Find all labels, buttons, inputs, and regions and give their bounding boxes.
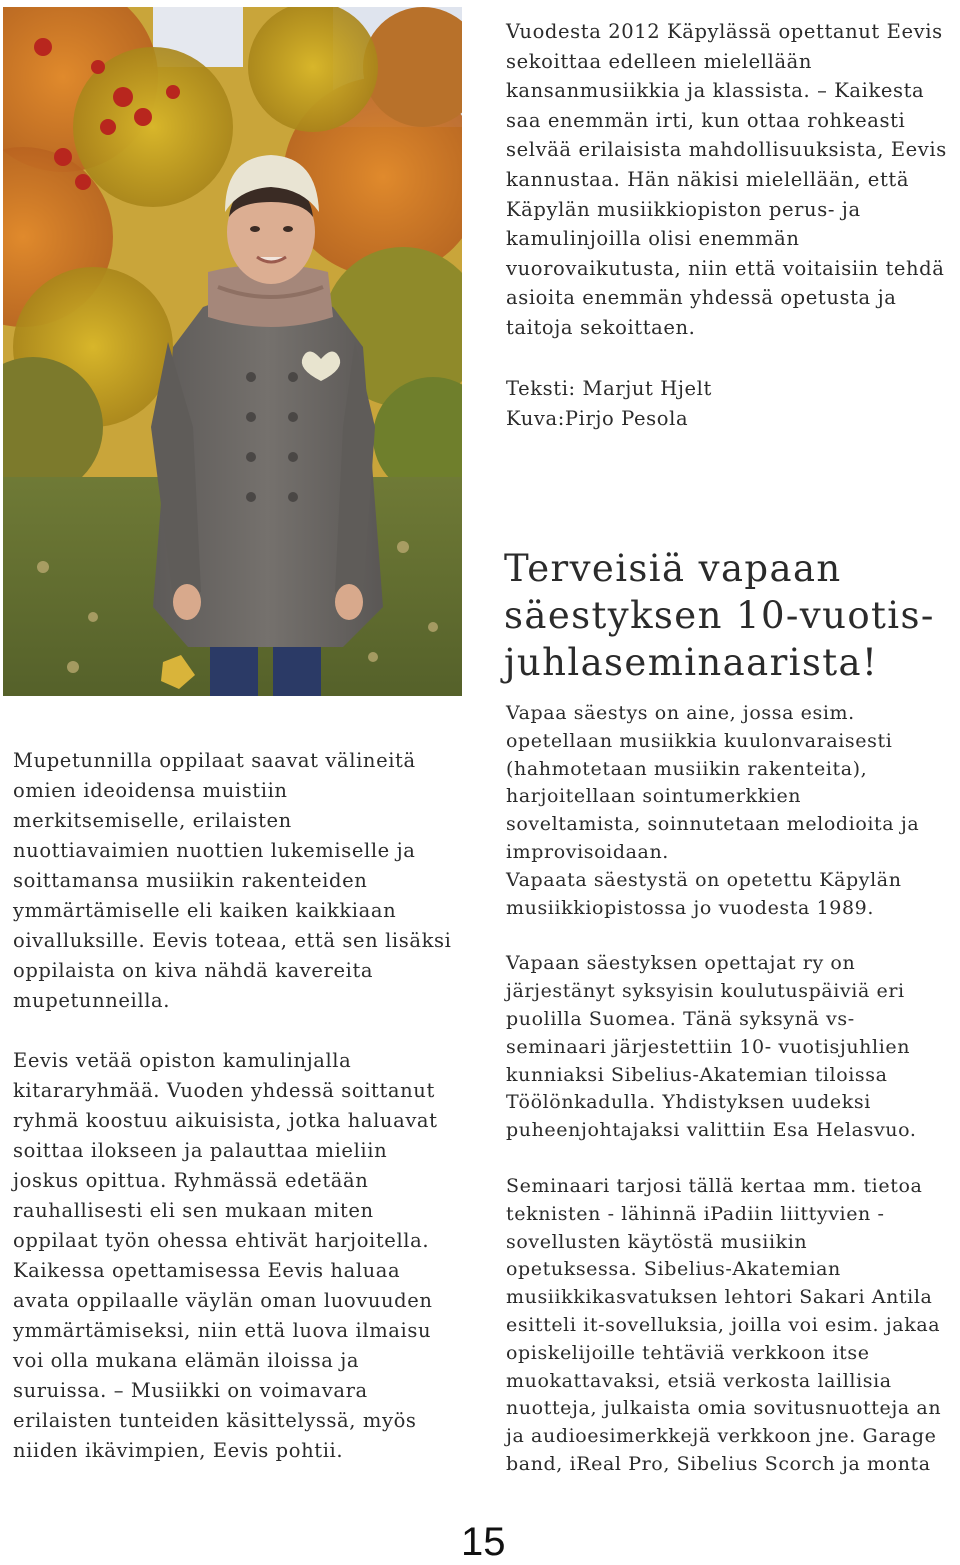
text-line: seminaari järjestettiin 10- vuotisjuhlien [506, 1035, 911, 1058]
text-line: soittaa ilokseen ja palauttaa mieliin [13, 1139, 388, 1162]
text-line: merkitsemiselle, erilaisten [13, 809, 292, 832]
heading-line: säestyksen 10-vuotis- [504, 594, 935, 637]
portrait-photo [3, 7, 462, 696]
text-line: sovellusten käytöstä musiikin [506, 1230, 808, 1253]
text-line: saa enemmän irti, kun ottaa rohkeasti [506, 108, 906, 132]
text-line: vuorovaikutusta, niin että voitaisiin tehdä [506, 256, 945, 280]
text-line: puheenjohtajaksi valittiin Esa Helasvuo. [506, 1119, 917, 1142]
text-line: soveltamista, soinnutetaan melodioita ja [506, 813, 920, 836]
author-credit: Teksti: Marjut Hjelt [506, 377, 712, 400]
text-line: taitoja sekoittaen. [506, 315, 696, 339]
text-line: opetuksessa. Sibelius-Akatemian [506, 1258, 841, 1281]
text-line: oivalluksille. Eevis toteaa, että sen lisäksi [13, 929, 452, 952]
text-line: suruissa. – Musiikki on voimavara [13, 1379, 368, 1402]
text-line: Vapaata säestystä on opetettu Käpylän [506, 868, 902, 891]
text-line: kitararyhmää. Vuoden yhdessä soittanut [13, 1079, 435, 1102]
text-line: oppilaat työn ohessa ehtivät harjoitella. [13, 1229, 430, 1252]
text-line: Käpylän musiikkiopiston perus- ja [506, 197, 861, 221]
article-heading [504, 545, 954, 686]
intro-paragraph [506, 17, 960, 343]
teacher-article [13, 746, 463, 1466]
heading-line: Terveisiä vapaan [504, 547, 842, 590]
text-line: mupetunneilla. [13, 989, 171, 1012]
text-line: sekoittaa edelleen mielellään [506, 49, 813, 73]
article-credits [506, 374, 946, 433]
text-line: ymmärtämiseksi, niin että luova ilmaisu [13, 1319, 432, 1342]
text-line: ja audioesimerkkejä verkkoon jne. Garage [506, 1425, 937, 1448]
text-line: Vapaan säestyksen opettajat ry on [506, 952, 856, 975]
text-line: nuotteja, julkaista omia sovitusnuotteja an [506, 1397, 942, 1420]
text-line: teknisten - lähinnä iPadiin liittyvien - [506, 1202, 885, 1225]
text-line: (hahmotetaan musiikin rakenteita), [506, 757, 868, 780]
text-line: rauhallisesti eli sen mukaan miten [13, 1199, 374, 1222]
text-line: kunniaksi Sibelius-Akatemian tiloissa [506, 1063, 888, 1086]
text-line: improvisoidaan. [506, 840, 669, 863]
text-line: selvää erilaisista mahdollisuuksista, Eevis [506, 138, 947, 162]
text-line: avata oppilaalle väylän oman luovuuden [13, 1289, 433, 1312]
text-line: omien ideoidensa muistiin [13, 779, 288, 802]
text-line: ymmärtämiselle eli kaiken kaikkiaan [13, 899, 397, 922]
text-line: band, iReal Pro, Sibelius Scorch ja monta [506, 1452, 931, 1475]
text-line: opetellaan musiikkia kuulonvaraisesti [506, 729, 893, 752]
text-line: puolilla Suomea. Tänä syksynä vs- [506, 1007, 855, 1030]
text-line: esitteli it-sovelluksia, joilla voi esim. jakaa [506, 1313, 941, 1336]
text-line: Kaikessa opettamisessa Eevis haluaa [13, 1259, 401, 1282]
text-line: Vapaa säestys on aine, jossa esim. [506, 702, 855, 724]
text-line: kannustaa. Hän näkisi mielellään, että [506, 167, 910, 191]
text-line: Eevis vetää opiston kamulinjalla [13, 1049, 352, 1072]
text-line: kamulinjoilla olisi enemmän [506, 227, 800, 251]
text-line: joskus opittua. Ryhmässä edetään [13, 1169, 369, 1192]
page-number: 15 [461, 1520, 506, 1564]
seminar-article [506, 700, 960, 1479]
text-line: harjoitellaan sointumerkkien [506, 785, 802, 808]
text-line: voi olla mukana elämän iloissa ja [13, 1349, 360, 1372]
text-line: erilaisten tunteiden käsittelyssä, myös [13, 1409, 417, 1432]
text-line: muokattavaksi, etsiä verkosta laillisia [506, 1369, 892, 1392]
text-line: Seminaari tarjosi tällä kertaa mm. tietoa [506, 1174, 923, 1197]
text-line: asioita enemmän yhdessä opetusta ja [506, 286, 897, 310]
text-line: nuottiavaimien nuottien lukemiselle ja [13, 839, 416, 862]
text-line: järjestänyt syksyisin koulutuspäiviä eri [506, 980, 905, 1003]
text-line: kansanmusiikkia ja klassista. – Kaikesta [506, 79, 925, 103]
text-line: ryhmä koostuu aikuisista, jotka haluavat [13, 1109, 438, 1132]
text-line: opiskelijoille tehtäviä verkkoon itse [506, 1341, 870, 1364]
text-line: niiden ikävimpien, Eevis pohtii. [13, 1439, 344, 1462]
text-line: Vuodesta 2012 Käpylässä opettanut Eevis [506, 20, 943, 43]
text-line: musiikkiopistossa jo vuodesta 1989. [506, 896, 874, 919]
text-line: Töölönkadulla. Yhdistyksen uudeksi [506, 1091, 871, 1114]
photo-credit: Kuva:Pirjo Pesola [506, 406, 689, 430]
text-line: Mupetunnilla oppilaat saavat välineitä [13, 749, 416, 772]
text-line: soittamansa musiikin rakenteiden [13, 869, 368, 892]
text-line: musiikkikasvatuksen lehtori Sakari Antila [506, 1286, 933, 1309]
text-line: oppilaista on kiva nähdä kavereita [13, 959, 374, 982]
heading-line: juhlaseminaarista! [504, 641, 879, 684]
